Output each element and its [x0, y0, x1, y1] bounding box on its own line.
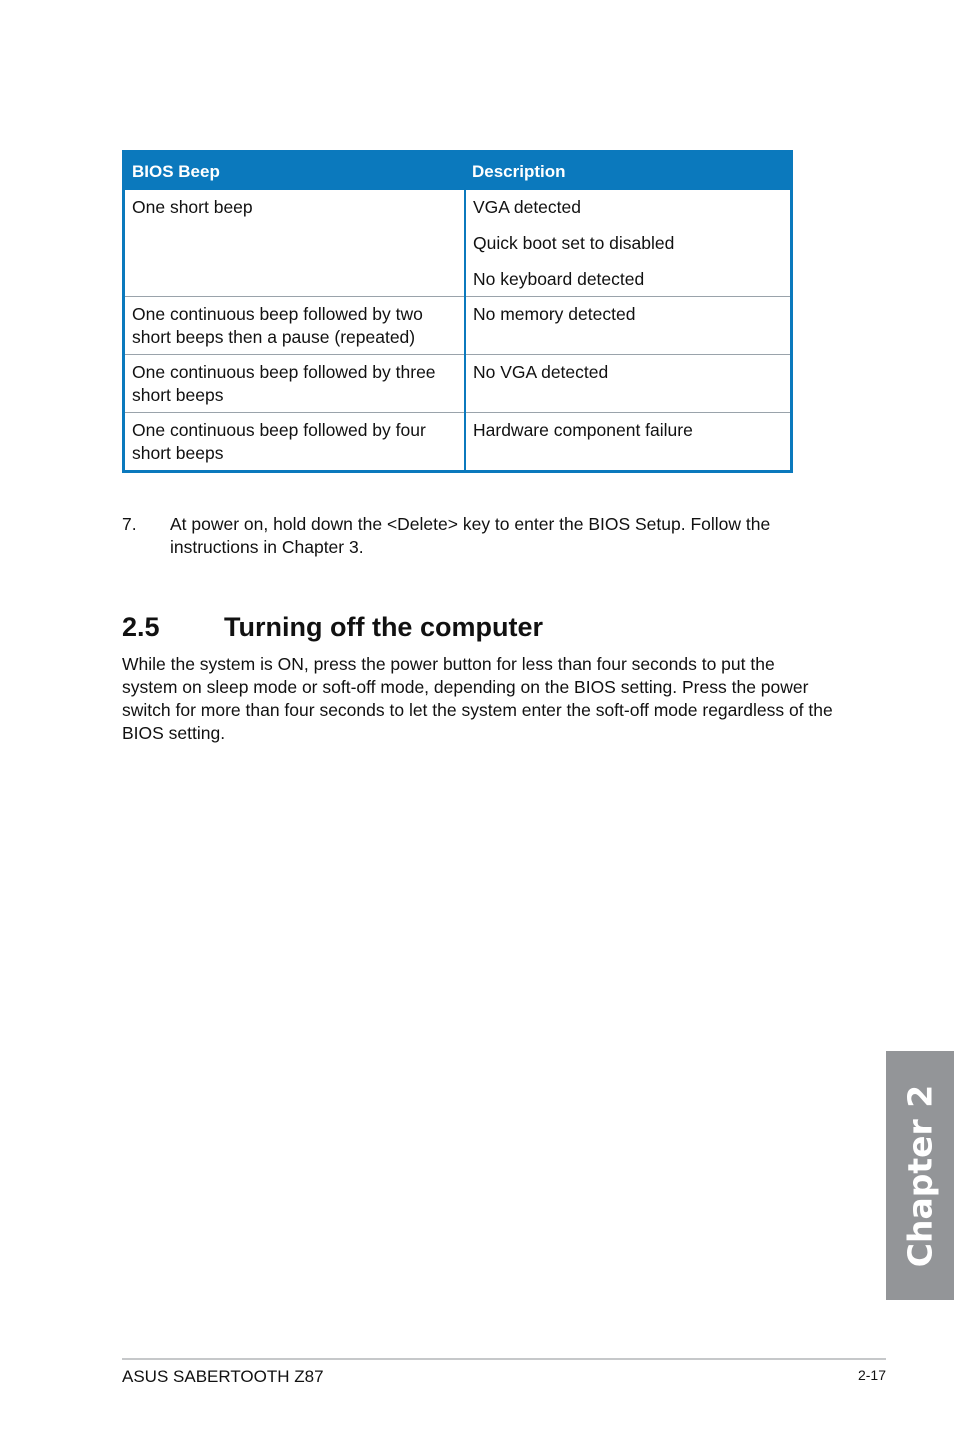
chapter-tab	[886, 1051, 954, 1300]
step-item	[122, 513, 822, 559]
table-row	[125, 297, 790, 355]
description-cell	[465, 355, 790, 413]
step-number: 7.	[122, 514, 137, 534]
beep-cell: One continuous beep followed by three short beeps	[125, 355, 465, 413]
footer-product-name: ASUS SABERTOOTH Z87	[122, 1367, 324, 1386]
description-line: VGA detected	[473, 197, 581, 217]
section-body: While the system is ON, press the power button for less than four seconds to put the system on sleep mode or soft-off mode, depending on the BIOS setting. Press the power switch for more than four seconds to let the system enter the soft-off mode regardless of the BIOS setting.	[122, 654, 833, 743]
column-header-description: Description	[465, 153, 790, 189]
description-line: No keyboard detected	[473, 269, 645, 289]
beep-cell: One short beep	[125, 189, 465, 297]
description-line: No memory detected	[473, 304, 636, 324]
beep-cell: One continuous beep followed by two short beeps then a pause (repeated)	[125, 297, 465, 355]
bios-beep-table	[122, 150, 793, 473]
chapter-tab-label: Chapter 2	[900, 1084, 940, 1267]
description-cell	[465, 413, 790, 471]
section-heading	[122, 612, 543, 643]
table-row	[125, 413, 790, 471]
section-number: 2.5	[122, 612, 160, 642]
description-line: No VGA detected	[473, 362, 609, 382]
table-row	[125, 355, 790, 413]
description-line: Hardware component failure	[473, 420, 693, 440]
description-line: Quick boot set to disabled	[473, 233, 675, 253]
table-row	[125, 189, 790, 297]
footer-page-number: 2-17	[857, 1367, 886, 1383]
step-text: At power on, hold down the <Delete> key to enter the BIOS Setup. Follow the instructions in Chapter 3.	[170, 514, 771, 557]
description-cell	[465, 189, 790, 297]
section-title: Turning off the computer	[224, 612, 543, 642]
description-cell	[465, 297, 790, 355]
beep-cell: One continuous beep followed by four short beeps	[125, 413, 465, 471]
table-header-row	[125, 153, 790, 189]
column-header-bios-beep: BIOS Beep	[125, 153, 465, 189]
footer-divider	[122, 1358, 886, 1360]
